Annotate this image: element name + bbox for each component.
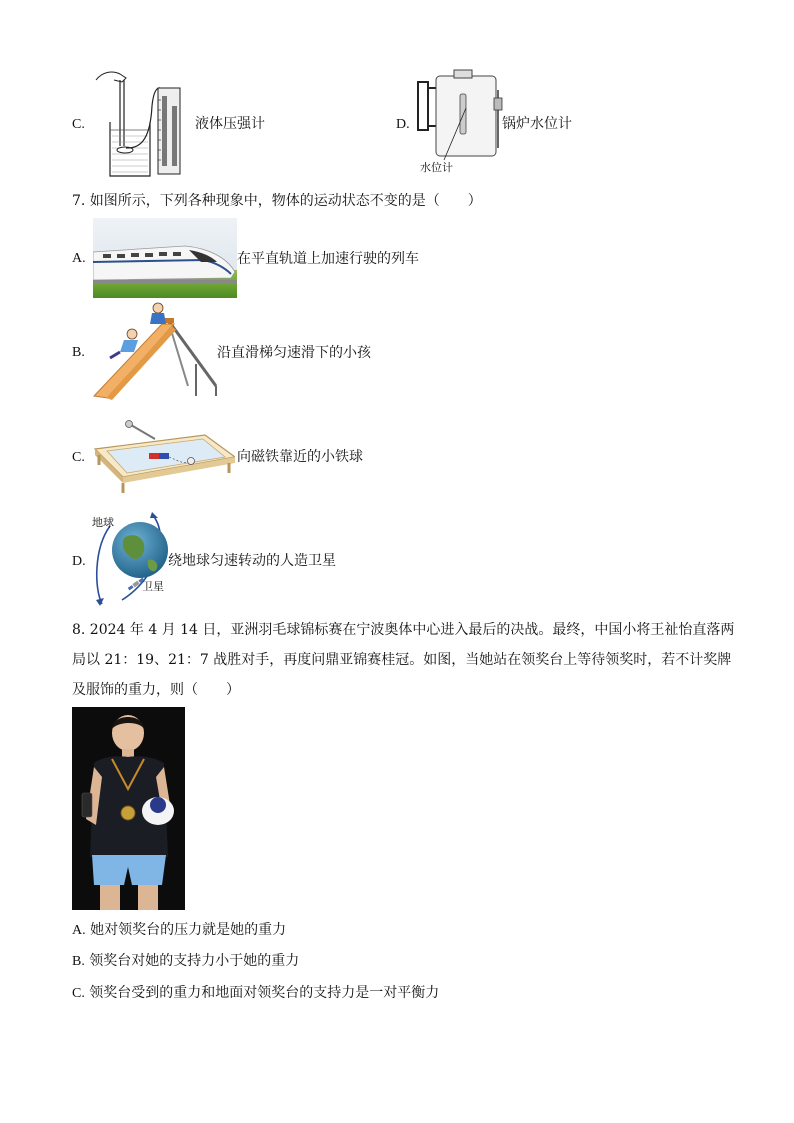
q8-option-c-label: 领奖台受到的重力和地面对领奖台的支持力是一对平衡力 [89, 985, 440, 1001]
q7-option-d-label: 绕地球匀速转动的人造卫星 [168, 553, 336, 569]
satellite-label: 卫星 [142, 580, 164, 593]
q8-stem-line2: 局以 21：19、21：7 战胜对手，再度问鼎亚锦赛桂冠。如图，当她站在领奖台上等待领奖时，若不计奖牌 [72, 652, 732, 668]
q7-option-b-label: 沿直滑梯匀速滑下的小孩 [217, 345, 371, 361]
q8-option-a-letter: A. [72, 923, 86, 938]
q8-option-b-label: 领奖台对她的支持力小于她的重力 [89, 953, 300, 969]
q7-option-a-label: 在平直轨道上加速行驶的列车 [237, 251, 419, 267]
athlete-photo [72, 707, 185, 910]
q8-option-a [72, 921, 286, 940]
q7-stem: 7. 如图所示，下列各种现象中，物体的运动状态不变的是（ ） [72, 193, 482, 209]
boiler-figure [414, 68, 506, 164]
q8-stem-line3: 及服饰的重力，则（ ） [72, 682, 240, 698]
q8-option-c [72, 984, 439, 1003]
q6-option-c-letter: C. [72, 117, 85, 132]
water-level-gauge-label: 水位计 [420, 161, 453, 174]
q7-option-b-letter: B. [72, 345, 85, 360]
q7-option-d-letter: D. [72, 554, 86, 569]
pressure-gauge-figure [92, 66, 188, 178]
q6-option-c-label: 液体压强计 [195, 116, 265, 132]
q8-stem-line1: 8. 2024 年 4 月 14 日，亚洲羽毛球锦标赛在宁波奥体中心进入最后的决战。最终，中国小将王祉怡直落两 [72, 622, 735, 638]
q8-option-b-letter: B. [72, 954, 85, 969]
q7-option-c-label: 向磁铁靠近的小铁球 [237, 449, 363, 465]
q7-option-a-letter: A. [72, 251, 86, 266]
magnet-iron-ball-image [93, 417, 235, 497]
q6-option-d-letter: D. [396, 117, 410, 132]
high-speed-train-image [93, 218, 237, 298]
q7-option-c-letter: C. [72, 450, 85, 465]
q8-option-a-label: 她对领奖台的压力就是她的重力 [90, 922, 287, 938]
child-slide-image [92, 302, 218, 400]
q8-option-b [72, 952, 299, 971]
earth-label: 地球 [92, 516, 114, 529]
q8-option-c-letter: C. [72, 986, 85, 1001]
q6-option-d-label: 锅炉水位计 [502, 116, 572, 132]
